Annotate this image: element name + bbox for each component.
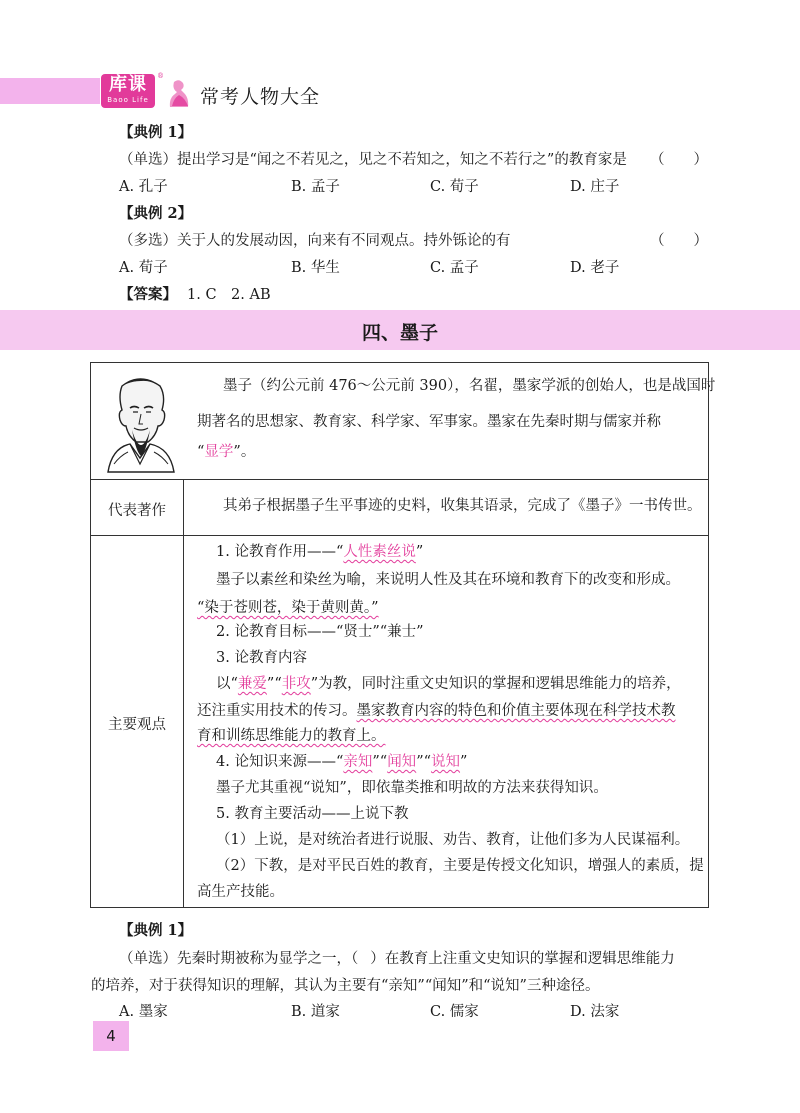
view-3-line-3: 育和训练思维能力的教育上。 [197, 728, 386, 744]
example-a-answer-blank: （ ） [650, 152, 708, 168]
highlight-jianai: 兼爱 [237, 676, 267, 692]
view-5-line-2: （2）下教，是对平民百姓的教育，主要是传授文化知识，增强人的素质，提 [216, 858, 704, 874]
view-1-line-2: “染于苍则苍，染于黄则黄。” [197, 600, 379, 616]
view-4-title: 4. 论知识来源——“亲知”“闻知”“说知” [216, 754, 468, 770]
example-c-option-b: B. 道家 [291, 1004, 340, 1020]
example-a-option-b: B. 孟子 [291, 179, 340, 195]
logo-text: 库课 [109, 74, 147, 95]
example-c-question-line-2: 的培养，对于获得知识的理解，其认为主要有“亲知”“闻知”和“说知”三种途径。 [91, 978, 600, 994]
page-number: 4 [106, 1027, 116, 1045]
highlight-xianxue: 显学 [204, 444, 234, 460]
view-5-title: 5. 教育主要活动——上说下教 [216, 806, 409, 822]
example-c-option-c: C. 儒家 [430, 1004, 479, 1020]
view-4-line-1: 墨子尤其重视“说知”，即依靠类推和明故的方法来获得知识。 [216, 780, 608, 796]
example-b-option-a: A. 荀子 [119, 260, 168, 276]
example-a-option-a: A. 孔子 [119, 179, 168, 195]
table-column-divider [183, 479, 184, 908]
registered-mark: ® [157, 72, 164, 80]
view-3-title: 3. 论教育内容 [216, 650, 307, 666]
view-3-line-1: 以“兼爱”“非攻”为教，同时注重文史知识的掌握和逻辑思维能力的培养， [216, 676, 681, 692]
example-b-answer-blank: （ ） [650, 233, 708, 249]
example-b-option-c: C. 孟子 [430, 260, 479, 276]
highlight-feigong: 非攻 [281, 676, 311, 692]
intro-line-1: 墨子（约公元前 476～公元前 390），名翟，墨家学派的创始人，也是战国时 [223, 378, 716, 394]
example-c-option-d: D. 法家 [570, 1004, 620, 1020]
view-3-line-2: 还注重实用技术的传习。墨家教育内容的特色和价值主要体现在科学技术教 [197, 703, 676, 719]
view-1-title: 1. 论教育作用——“人性素丝说” [216, 544, 424, 560]
scholar-figure-icon [166, 78, 192, 108]
example-b-question: （多选）关于人的发展动因，向来有不同观点。持外铄论的有 [119, 233, 511, 249]
view-2-title: 2. 论教育目标——“贤士”“兼士” [216, 624, 424, 640]
section-title: 四、墨子 [361, 322, 438, 344]
example-b-option-b: B. 华生 [291, 260, 340, 276]
example-c-question-line-1: （单选）先秦时期被称为显学之一，（ ）在教育上注重文史知识的掌握和逻辑思维能力 [119, 951, 675, 967]
highlight-qinzhi: 亲知 [343, 754, 373, 770]
example-b-option-d: D. 老子 [570, 260, 620, 276]
highlight-wenzhi: 闻知 [387, 754, 417, 770]
example-c-label: 【典例 1】 [119, 922, 193, 939]
mozi-portrait [100, 368, 182, 474]
answer-label: 【答案】 [119, 286, 177, 303]
example-a-option-c: C. 荀子 [430, 179, 479, 195]
example-a-option-d: D. 庄子 [570, 179, 620, 195]
header-title: 常考人物大全 [200, 86, 321, 108]
works-text: 其弟子根据墨子生平事迹的史料，收集其语录，完成了《墨子》一书传世。 [223, 498, 702, 514]
intro-line-3: “显学”。 [197, 444, 256, 460]
view-1-line-1: 墨子以素丝和染丝为喻，来说明人性及其在环境和教育下的改变和形成。 [216, 572, 680, 588]
intro-line-2: 期著名的思想家、教育家、科学家、军事家。墨家在先秦时期与儒家并称 [197, 414, 661, 430]
example-c-option-a: A. 墨家 [119, 1004, 168, 1020]
header-bar [0, 78, 100, 104]
highlight-shuozhi: 说知 [431, 754, 461, 770]
view-5-line-1: （1）上说，是对统治者进行说服、劝告、教育，让他们多为人民谋福利。 [216, 832, 690, 848]
answer-text: 1. C 2. AB [187, 287, 271, 303]
example-b-label: 【典例 2】 [119, 205, 193, 222]
logo-subtext: Baoo Life [107, 96, 149, 104]
example-a-label: 【典例 1】 [119, 124, 193, 141]
example-a-question: （单选）提出学习是“闻之不若见之，见之不若知之，知之不若行之”的教育家是 [119, 152, 627, 168]
highlight-renxing: 人性素丝说 [343, 544, 416, 560]
brand-logo [101, 74, 155, 108]
views-label: 主要观点 [108, 717, 166, 733]
view-5-line-3: 高生产技能。 [197, 884, 284, 900]
works-label: 代表著作 [108, 503, 166, 519]
